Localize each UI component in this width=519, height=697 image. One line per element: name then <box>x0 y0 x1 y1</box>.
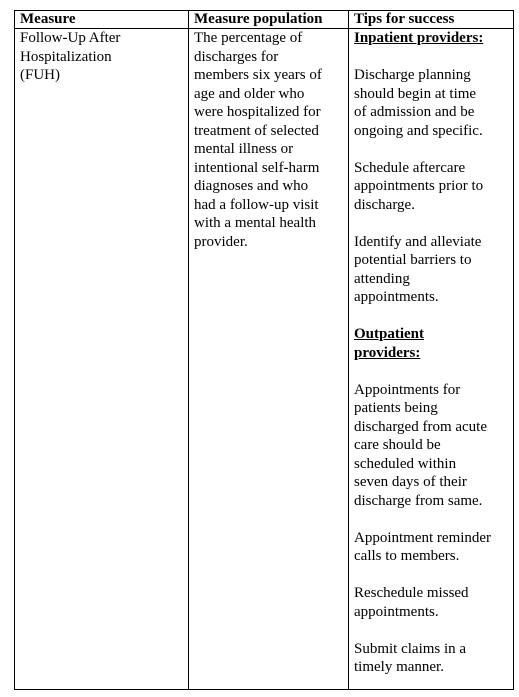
header-row <box>15 11 514 29</box>
outpatient-tip: Appointments for patients being discharged from acute care should be scheduled within seven days of their discharge from same. <box>354 381 488 509</box>
outpatient-tip: Appointment reminder calls to members. <box>354 529 492 564</box>
inpatient-tip: Schedule aftercare appointments prior to discharge. <box>354 159 484 213</box>
measures-table <box>14 10 514 690</box>
header-measure-population: Measure population <box>189 11 349 29</box>
population-cell: The percentage of discharges for members six years of age and older who were hospitalized for treatment of selected mental illness or intentional self-harm diagnoses and who had a follow-up visit with a mental health provider. <box>189 29 349 690</box>
header-measure: Measure <box>15 11 189 29</box>
outpatient-tip: Submit claims in a timely manner. <box>354 640 467 675</box>
table-row <box>15 29 514 690</box>
outpatient-tip: Reschedule missed appointments. <box>354 585 469 620</box>
measure-cell: Follow-Up After Hospitalization (FUH) <box>15 29 189 690</box>
outpatient-heading: Outpatient providers: <box>354 326 425 361</box>
inpatient-tip: Identify and alleviate potential barriers to attending appointments. <box>354 233 482 305</box>
header-tips-for-success: Tips for success <box>349 11 514 29</box>
inpatient-tip: Discharge planning should begin at time of admission and be ongoing and specific. <box>354 67 483 139</box>
inpatient-heading: Inpatient providers: <box>354 30 484 46</box>
tips-cell <box>349 29 514 690</box>
